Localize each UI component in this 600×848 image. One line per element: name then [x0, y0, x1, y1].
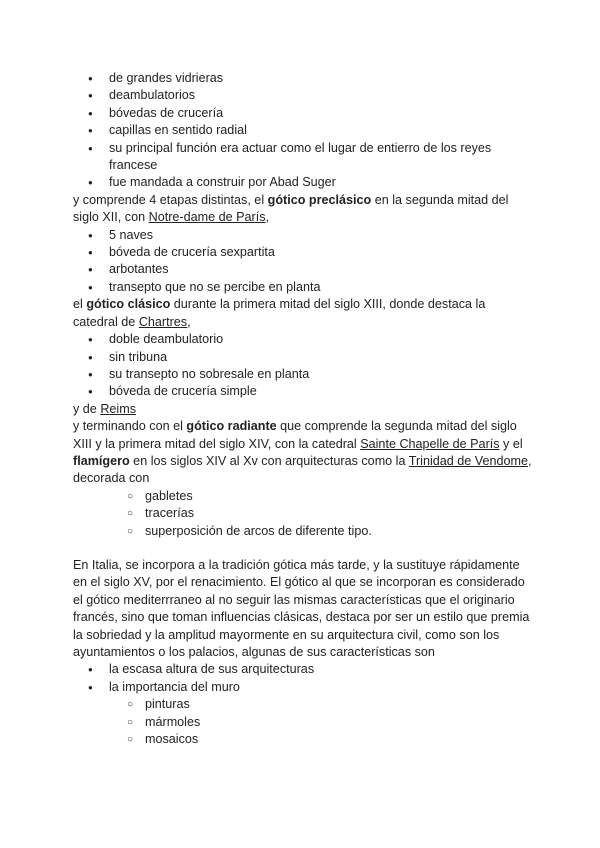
bold-term: gótico radiante: [186, 419, 277, 434]
link-notre-dame[interactable]: Notre-dame de París: [148, 210, 266, 225]
list-item-text: la importancia del muro: [109, 679, 240, 694]
text-run: y terminando con el: [73, 419, 187, 434]
paragraph-reims: [73, 401, 533, 418]
list-item: ○ superposición de arcos de diferente tipo.: [73, 523, 533, 540]
text-run: y el: [499, 436, 523, 451]
list-item: [73, 679, 533, 696]
text-run: que comprende la segunda mitad del siglo XIII y la primera mitad del siglo XIV, con la catedral: [73, 419, 517, 451]
text-run: y comprende 4 etapas distintas, el: [73, 192, 268, 207]
bold-term: flamígero: [73, 453, 130, 468]
sub-list-muro: [73, 696, 533, 748]
bullet-list-chartres: [73, 331, 533, 401]
list-item: ● bóveda de crucería simple: [73, 383, 533, 400]
list-item: ○ mármoles: [73, 714, 533, 731]
link-sainte-chapelle[interactable]: Sainte Chapelle de París: [360, 436, 500, 451]
paragraph-spacer: [73, 540, 533, 557]
text-run: durante la primera mitad del siglo XIII, donde destaca la catedral de: [73, 297, 486, 329]
list-item: ● 5 naves: [73, 227, 533, 244]
paragraph-italia: En Italia, se incorpora a la tradición gótica más tarde, y la sustituye rápidamente en el siglo XV, por el renacimiento. El gótico al que se incorporan es considerado el gótico mediterrraneo al no seguir las mismas características que el originario francés, sino que toman influencias clásicas, destaca por ser un estilo que premia la sobriedad y la amplitud mayormente en su arquitectura civil, como son los ayuntamientos o los palacios, algunas de sus características son: [73, 557, 530, 659]
list-item: ● la escasa altura de sus arquitecturas: [73, 661, 533, 678]
paragraph-clasico: [73, 296, 533, 331]
text-run: el: [73, 297, 87, 312]
list-item: ● sin tribuna: [73, 349, 533, 366]
list-item: ● arbotantes: [73, 261, 533, 278]
list-item: ● de grandes vidrieras: [73, 70, 533, 87]
text-run: en la segunda mitad del siglo XII, con: [73, 192, 509, 225]
bullet-list-features: [73, 70, 533, 192]
link-trinidad-vendome[interactable]: Trinidad de Vendome: [408, 453, 529, 468]
bold-term: gótico clásico: [86, 297, 171, 312]
sub-list-decoracion: [73, 488, 533, 540]
document-content: [73, 70, 533, 748]
bullet-list-italia: [73, 661, 533, 696]
list-item: ● su principal función era actuar como el lugar de entierro de los reyes francese: [73, 140, 533, 175]
list-item: ● fue mandada a construir por Abad Suger: [73, 174, 533, 191]
text-run: , decorada con: [73, 453, 532, 486]
text-run: en los siglos XIV al Xv con arquitecturas como la: [129, 453, 409, 468]
list-item: ● deambulatorios: [73, 87, 533, 104]
text-run: ,: [187, 314, 191, 329]
list-item: ● capillas en sentido radial: [73, 122, 533, 139]
list-item: ● transepto que no se percibe en planta: [73, 279, 533, 296]
list-item: ○ gabletes: [73, 488, 533, 505]
list-item: ● su transepto no sobresale en planta: [73, 366, 533, 383]
bullet-list-notre-dame: [73, 227, 533, 297]
list-item: ○ tracerías: [73, 505, 533, 522]
bold-term: gótico preclásico: [267, 192, 372, 207]
link-reims[interactable]: Reims: [100, 401, 136, 416]
paragraph-preclasico: [73, 192, 533, 227]
list-item: ○ mosaicos: [73, 731, 533, 748]
text-run: ,: [265, 210, 270, 225]
list-item: ● bóvedas de crucería: [73, 105, 533, 122]
text-run: y de: [73, 401, 101, 416]
list-item: ● bóveda de crucería sexpartita: [73, 244, 533, 261]
list-item: ○ pinturas: [73, 696, 533, 713]
list-item: ● doble deambulatorio: [73, 331, 533, 348]
paragraph-radiante: [73, 418, 533, 488]
link-chartres[interactable]: Chartres: [138, 314, 188, 329]
